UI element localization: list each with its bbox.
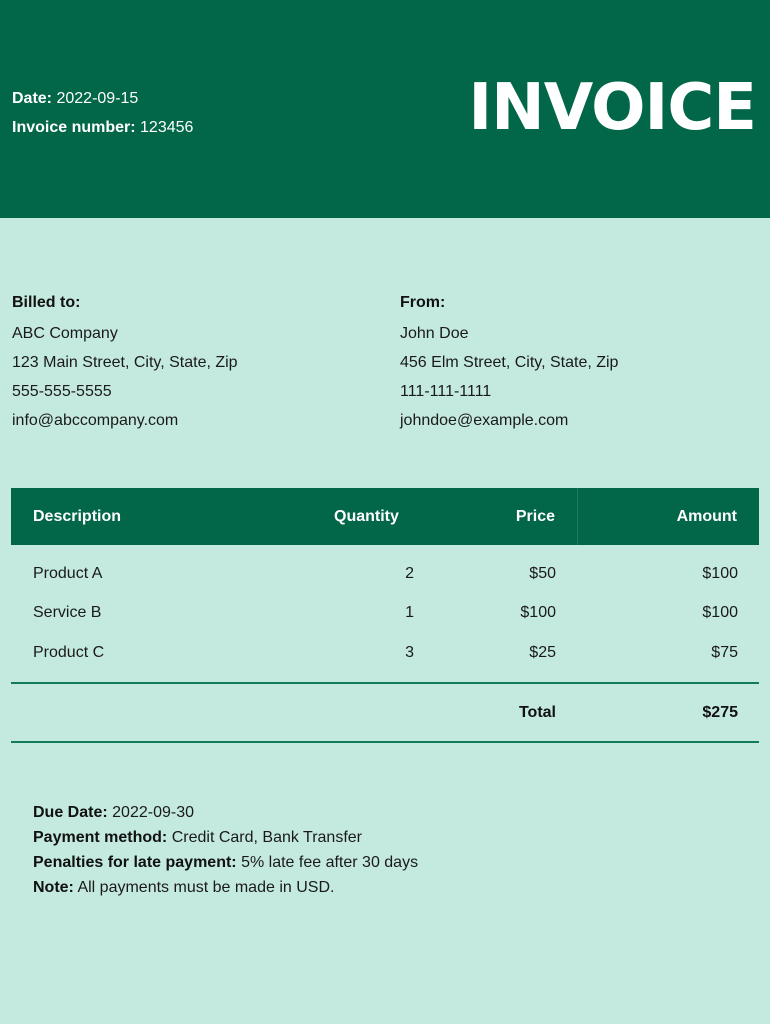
payment-method-label: Payment method: [33,829,168,846]
table-row [11,559,759,589]
row-quantity: 2 [405,565,414,582]
row-price: $25 [529,644,556,661]
date-value: 2022-09-15 [56,90,139,107]
row-quantity: 1 [405,604,414,621]
invoice-number-label: Invoice number: [12,119,136,136]
total-row [11,698,759,728]
billed-to-phone: 555-555-5555 [12,383,112,400]
table-header [11,488,759,545]
note-label: Note: [33,879,74,896]
from-name: John Doe [400,325,469,342]
table-row [11,598,759,628]
table-row [11,638,759,668]
billed-to-email: info@abccompany.com [12,412,179,429]
note-line [33,875,418,900]
billed-to-section [12,288,238,435]
invoice-header [0,0,770,218]
date-label: Date: [12,90,53,107]
due-date-line [33,800,418,825]
from-section [400,288,618,435]
row-amount: $100 [702,565,738,582]
header-divider [577,488,578,545]
row-price: $50 [529,565,556,582]
invoice-meta [12,84,193,142]
row-price: $100 [520,604,556,621]
invoice-number-value: 123456 [140,119,194,136]
header-amount: Amount [676,508,737,525]
from-label: From: [400,294,446,311]
total-value: $275 [702,704,738,721]
total-top-divider [11,682,759,684]
due-date-label: Due Date: [33,804,108,821]
invoice-number-line [12,113,193,142]
row-amount: $75 [711,644,738,661]
billed-to-label: Billed to: [12,294,81,311]
row-quantity: 3 [405,644,414,661]
total-bottom-divider [11,741,759,743]
from-phone: 111-111-1111 [400,383,492,400]
billed-to-address: 123 Main Street, City, State, Zip [12,354,238,371]
note-value: All payments must be made in USD. [77,879,335,896]
late-penalty-line [33,850,418,875]
due-date-value: 2022-09-30 [112,804,194,821]
late-penalty-label: Penalties for late payment: [33,854,237,871]
row-description: Product A [33,565,103,582]
payment-method-line [33,825,418,850]
row-description: Service B [33,604,102,621]
payment-notes [33,800,418,900]
header-description: Description [33,508,122,525]
billed-to-name: ABC Company [12,325,118,342]
from-address: 456 Elm Street, City, State, Zip [400,354,619,371]
late-penalty-value: 5% late fee after 30 days [241,854,419,871]
from-email: johndoe@example.com [400,412,569,429]
date-line [12,84,193,113]
header-quantity: Quantity [334,508,399,525]
row-amount: $100 [702,604,738,621]
total-label: Total [518,704,556,721]
row-description: Product C [33,644,105,661]
invoice-title: INVOICE [468,71,756,145]
header-price: Price [515,508,555,525]
payment-method-value: Credit Card, Bank Transfer [171,829,362,846]
